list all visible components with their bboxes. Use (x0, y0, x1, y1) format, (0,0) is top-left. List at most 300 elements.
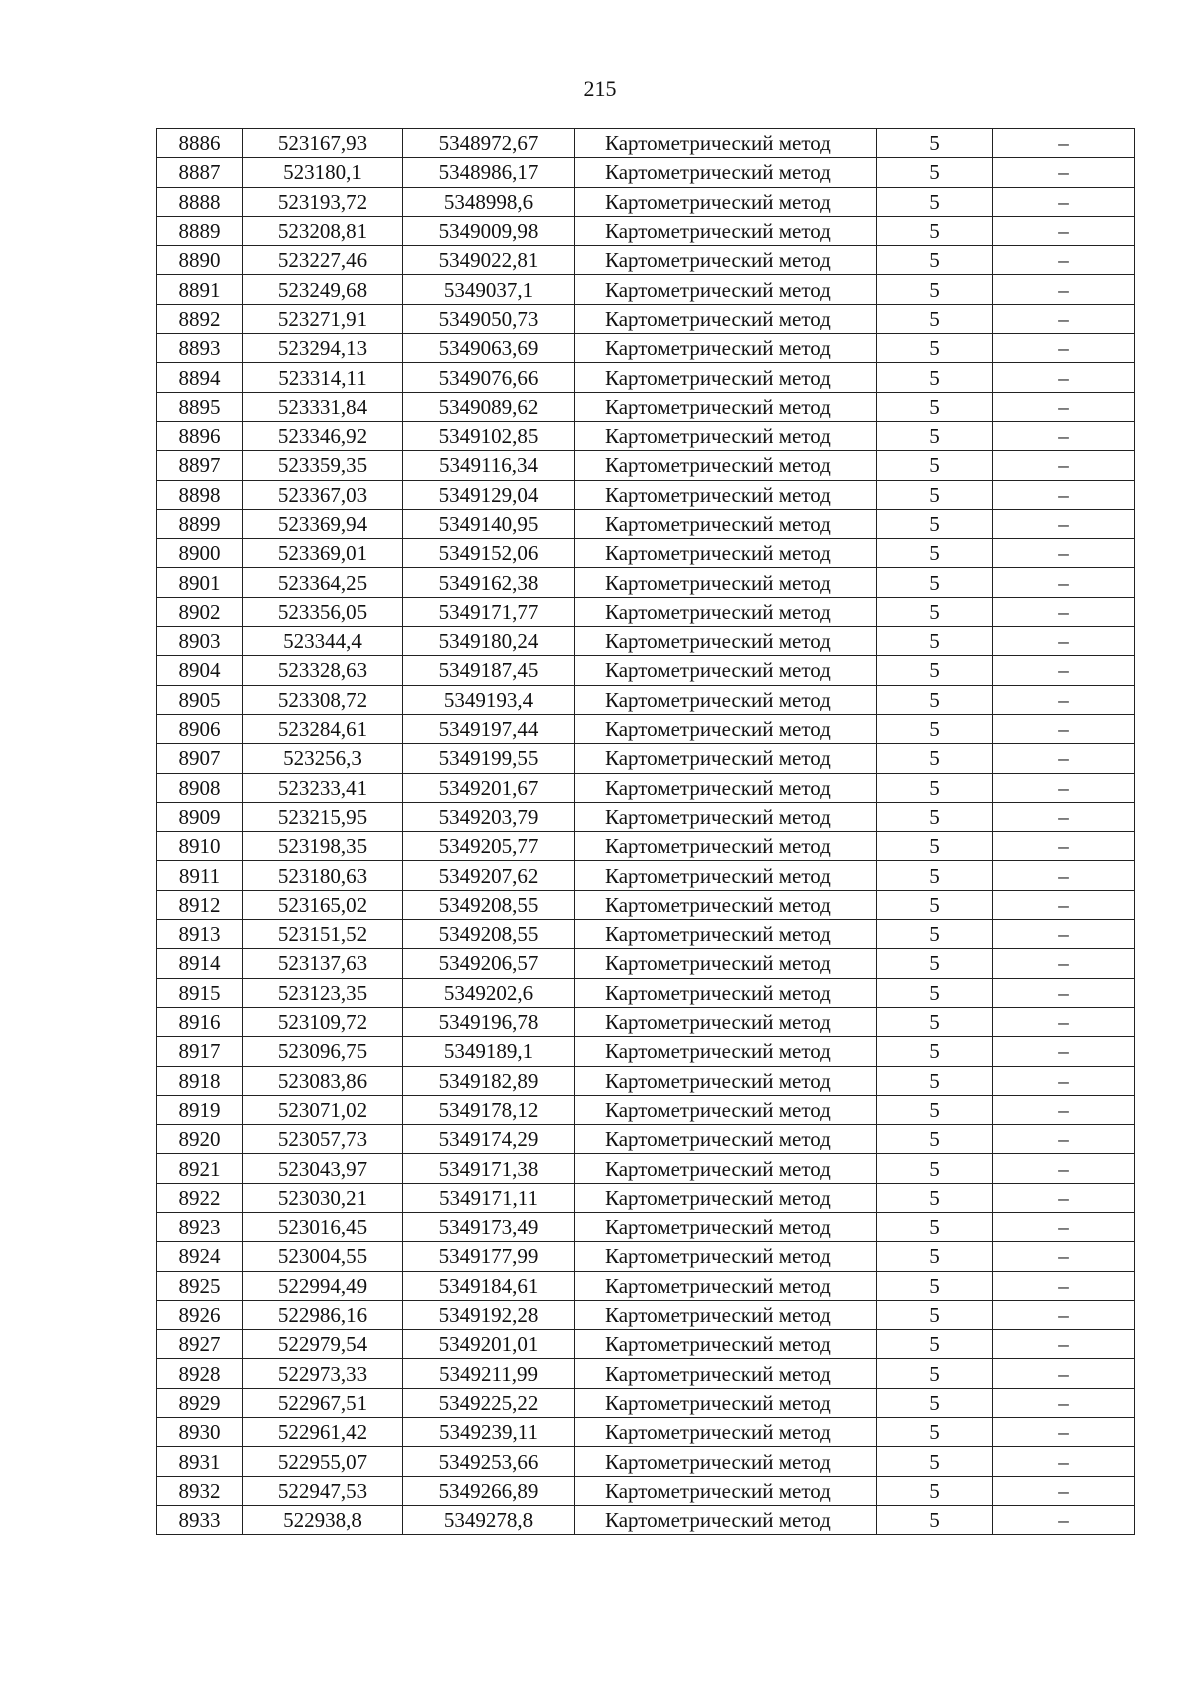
x-coordinate-cell: 523256,3 (243, 744, 403, 773)
accuracy-cell: 5 (877, 1476, 993, 1505)
x-coordinate-cell: 523367,03 (243, 480, 403, 509)
y-coordinate-cell: 5349022,81 (403, 246, 575, 275)
point-number-cell: 8901 (157, 568, 243, 597)
y-coordinate-cell: 5349050,73 (403, 304, 575, 333)
y-coordinate-cell: 5349207,62 (403, 861, 575, 890)
table-row (157, 773, 1135, 802)
y-coordinate-cell: 5349201,67 (403, 773, 575, 802)
y-coordinate-cell: 5349196,78 (403, 1007, 575, 1036)
x-coordinate-cell: 522947,53 (243, 1476, 403, 1505)
x-coordinate-cell: 523180,63 (243, 861, 403, 890)
note-cell: – (993, 1037, 1135, 1066)
table-row (157, 1476, 1135, 1505)
note-cell: – (993, 949, 1135, 978)
y-coordinate-cell: 5349129,04 (403, 480, 575, 509)
y-coordinate-cell: 5349203,79 (403, 802, 575, 831)
point-number-cell: 8897 (157, 451, 243, 480)
y-coordinate-cell: 5349173,49 (403, 1212, 575, 1241)
y-coordinate-cell: 5349182,89 (403, 1066, 575, 1095)
y-coordinate-cell: 5348986,17 (403, 158, 575, 187)
y-coordinate-cell: 5349211,99 (403, 1359, 575, 1388)
x-coordinate-cell: 522994,49 (243, 1271, 403, 1300)
x-coordinate-cell: 523344,4 (243, 627, 403, 656)
table-row (157, 216, 1135, 245)
y-coordinate-cell: 5349063,69 (403, 334, 575, 363)
x-coordinate-cell: 523083,86 (243, 1066, 403, 1095)
point-number-cell: 8900 (157, 539, 243, 568)
method-cell: Картометрический метод (575, 158, 877, 187)
y-coordinate-cell: 5349253,66 (403, 1447, 575, 1476)
accuracy-cell: 5 (877, 978, 993, 1007)
method-cell: Картометрический метод (575, 1037, 877, 1066)
method-cell: Картометрический метод (575, 627, 877, 656)
accuracy-cell: 5 (877, 334, 993, 363)
point-number-cell: 8893 (157, 334, 243, 363)
accuracy-cell: 5 (877, 890, 993, 919)
table-row (157, 480, 1135, 509)
accuracy-cell: 5 (877, 627, 993, 656)
point-number-cell: 8888 (157, 187, 243, 216)
table-row (157, 275, 1135, 304)
x-coordinate-cell: 522986,16 (243, 1300, 403, 1329)
y-coordinate-cell: 5349089,62 (403, 392, 575, 421)
method-cell: Картометрический метод (575, 949, 877, 978)
point-number-cell: 8890 (157, 246, 243, 275)
x-coordinate-cell: 523071,02 (243, 1095, 403, 1124)
accuracy-cell: 5 (877, 363, 993, 392)
point-number-cell: 8920 (157, 1125, 243, 1154)
note-cell: – (993, 744, 1135, 773)
note-cell: – (993, 246, 1135, 275)
table-row (157, 1037, 1135, 1066)
table-row (157, 1007, 1135, 1036)
point-number-cell: 8927 (157, 1330, 243, 1359)
y-coordinate-cell: 5349192,28 (403, 1300, 575, 1329)
method-cell: Картометрический метод (575, 1476, 877, 1505)
table-row (157, 1066, 1135, 1095)
accuracy-cell: 5 (877, 1505, 993, 1534)
point-number-cell: 8923 (157, 1212, 243, 1241)
y-coordinate-cell: 5349076,66 (403, 363, 575, 392)
accuracy-cell: 5 (877, 861, 993, 890)
point-number-cell: 8922 (157, 1183, 243, 1212)
note-cell: – (993, 1447, 1135, 1476)
y-coordinate-cell: 5349184,61 (403, 1271, 575, 1300)
table-row (157, 1154, 1135, 1183)
table-row (157, 656, 1135, 685)
y-coordinate-cell: 5349152,06 (403, 539, 575, 568)
accuracy-cell: 5 (877, 1330, 993, 1359)
method-cell: Картометрический метод (575, 1418, 877, 1447)
note-cell: – (993, 568, 1135, 597)
coordinates-table-body (157, 129, 1135, 1535)
y-coordinate-cell: 5348972,67 (403, 129, 575, 158)
note-cell: – (993, 978, 1135, 1007)
method-cell: Картометрический метод (575, 539, 877, 568)
x-coordinate-cell: 522961,42 (243, 1418, 403, 1447)
note-cell: – (993, 1007, 1135, 1036)
accuracy-cell: 5 (877, 773, 993, 802)
method-cell: Картометрический метод (575, 480, 877, 509)
point-number-cell: 8892 (157, 304, 243, 333)
method-cell: Картометрический метод (575, 1095, 877, 1124)
table-row (157, 304, 1135, 333)
accuracy-cell: 5 (877, 1271, 993, 1300)
method-cell: Картометрический метод (575, 832, 877, 861)
y-coordinate-cell: 5349009,98 (403, 216, 575, 245)
method-cell: Картометрический метод (575, 129, 877, 158)
table-row (157, 509, 1135, 538)
accuracy-cell: 5 (877, 451, 993, 480)
accuracy-cell: 5 (877, 1037, 993, 1066)
x-coordinate-cell: 523109,72 (243, 1007, 403, 1036)
table-row (157, 1359, 1135, 1388)
note-cell: – (993, 773, 1135, 802)
accuracy-cell: 5 (877, 1212, 993, 1241)
table-row (157, 949, 1135, 978)
y-coordinate-cell: 5349202,6 (403, 978, 575, 1007)
table-row (157, 539, 1135, 568)
table-row (157, 1212, 1135, 1241)
x-coordinate-cell: 523346,92 (243, 421, 403, 450)
method-cell: Картометрический метод (575, 1007, 877, 1036)
point-number-cell: 8908 (157, 773, 243, 802)
table-row (157, 1242, 1135, 1271)
note-cell: – (993, 656, 1135, 685)
point-number-cell: 8924 (157, 1242, 243, 1271)
accuracy-cell: 5 (877, 246, 993, 275)
table-row (157, 920, 1135, 949)
x-coordinate-cell: 523308,72 (243, 685, 403, 714)
accuracy-cell: 5 (877, 1359, 993, 1388)
point-number-cell: 8891 (157, 275, 243, 304)
note-cell: – (993, 480, 1135, 509)
x-coordinate-cell: 523016,45 (243, 1212, 403, 1241)
x-coordinate-cell: 523123,35 (243, 978, 403, 1007)
y-coordinate-cell: 5349197,44 (403, 714, 575, 743)
table-row (157, 685, 1135, 714)
table-row (157, 1388, 1135, 1417)
accuracy-cell: 5 (877, 275, 993, 304)
method-cell: Картометрический метод (575, 187, 877, 216)
x-coordinate-cell: 523369,01 (243, 539, 403, 568)
method-cell: Картометрический метод (575, 1330, 877, 1359)
note-cell: – (993, 304, 1135, 333)
x-coordinate-cell: 523208,81 (243, 216, 403, 245)
accuracy-cell: 5 (877, 568, 993, 597)
x-coordinate-cell: 523030,21 (243, 1183, 403, 1212)
note-cell: – (993, 363, 1135, 392)
point-number-cell: 8902 (157, 597, 243, 626)
x-coordinate-cell: 523331,84 (243, 392, 403, 421)
y-coordinate-cell: 5349116,34 (403, 451, 575, 480)
accuracy-cell: 5 (877, 802, 993, 831)
y-coordinate-cell: 5349140,95 (403, 509, 575, 538)
point-number-cell: 8894 (157, 363, 243, 392)
x-coordinate-cell: 523233,41 (243, 773, 403, 802)
table-row (157, 334, 1135, 363)
note-cell: – (993, 685, 1135, 714)
note-cell: – (993, 216, 1135, 245)
note-cell: – (993, 1300, 1135, 1329)
point-number-cell: 8911 (157, 861, 243, 890)
x-coordinate-cell: 523043,97 (243, 1154, 403, 1183)
x-coordinate-cell: 523249,68 (243, 275, 403, 304)
note-cell: – (993, 1505, 1135, 1534)
point-number-cell: 8907 (157, 744, 243, 773)
y-coordinate-cell: 5349187,45 (403, 656, 575, 685)
y-coordinate-cell: 5349037,1 (403, 275, 575, 304)
method-cell: Картометрический метод (575, 714, 877, 743)
point-number-cell: 8904 (157, 656, 243, 685)
accuracy-cell: 5 (877, 158, 993, 187)
note-cell: – (993, 861, 1135, 890)
x-coordinate-cell: 523314,11 (243, 363, 403, 392)
point-number-cell: 8886 (157, 129, 243, 158)
method-cell: Картометрический метод (575, 685, 877, 714)
table-row (157, 246, 1135, 275)
table-row (157, 714, 1135, 743)
note-cell: – (993, 1359, 1135, 1388)
point-number-cell: 8928 (157, 1359, 243, 1388)
point-number-cell: 8895 (157, 392, 243, 421)
method-cell: Картометрический метод (575, 1271, 877, 1300)
y-coordinate-cell: 5349193,4 (403, 685, 575, 714)
method-cell: Картометрический метод (575, 656, 877, 685)
accuracy-cell: 5 (877, 920, 993, 949)
y-coordinate-cell: 5349189,1 (403, 1037, 575, 1066)
x-coordinate-cell: 523284,61 (243, 714, 403, 743)
y-coordinate-cell: 5349225,22 (403, 1388, 575, 1417)
x-coordinate-cell: 523004,55 (243, 1242, 403, 1271)
x-coordinate-cell: 522973,33 (243, 1359, 403, 1388)
method-cell: Картометрический метод (575, 275, 877, 304)
accuracy-cell: 5 (877, 1242, 993, 1271)
point-number-cell: 8917 (157, 1037, 243, 1066)
note-cell: – (993, 1212, 1135, 1241)
table-row (157, 1447, 1135, 1476)
table-row (157, 363, 1135, 392)
note-cell: – (993, 1271, 1135, 1300)
note-cell: – (993, 1154, 1135, 1183)
accuracy-cell: 5 (877, 1300, 993, 1329)
accuracy-cell: 5 (877, 1154, 993, 1183)
point-number-cell: 8915 (157, 978, 243, 1007)
table-row (157, 1125, 1135, 1154)
accuracy-cell: 5 (877, 1095, 993, 1124)
method-cell: Картометрический метод (575, 597, 877, 626)
method-cell: Картометрический метод (575, 1359, 877, 1388)
x-coordinate-cell: 523271,91 (243, 304, 403, 333)
accuracy-cell: 5 (877, 1418, 993, 1447)
page-number: 215 (583, 76, 617, 101)
x-coordinate-cell: 522938,8 (243, 1505, 403, 1534)
method-cell: Картометрический метод (575, 861, 877, 890)
point-number-cell: 8896 (157, 421, 243, 450)
x-coordinate-cell: 523167,93 (243, 129, 403, 158)
accuracy-cell: 5 (877, 656, 993, 685)
y-coordinate-cell: 5349266,89 (403, 1476, 575, 1505)
note-cell: – (993, 832, 1135, 861)
accuracy-cell: 5 (877, 539, 993, 568)
method-cell: Картометрический метод (575, 1183, 877, 1212)
table-row (157, 890, 1135, 919)
y-coordinate-cell: 5349171,11 (403, 1183, 575, 1212)
note-cell: – (993, 275, 1135, 304)
table-row (157, 597, 1135, 626)
point-number-cell: 8912 (157, 890, 243, 919)
point-number-cell: 8909 (157, 802, 243, 831)
method-cell: Картометрический метод (575, 1242, 877, 1271)
method-cell: Картометрический метод (575, 246, 877, 275)
accuracy-cell: 5 (877, 1183, 993, 1212)
method-cell: Картометрический метод (575, 1125, 877, 1154)
accuracy-cell: 5 (877, 685, 993, 714)
accuracy-cell: 5 (877, 216, 993, 245)
table-row (157, 1330, 1135, 1359)
point-number-cell: 8918 (157, 1066, 243, 1095)
table-row (157, 627, 1135, 656)
y-coordinate-cell: 5349205,77 (403, 832, 575, 861)
y-coordinate-cell: 5349162,38 (403, 568, 575, 597)
x-coordinate-cell: 523198,35 (243, 832, 403, 861)
x-coordinate-cell: 522967,51 (243, 1388, 403, 1417)
accuracy-cell: 5 (877, 714, 993, 743)
y-coordinate-cell: 5349102,85 (403, 421, 575, 450)
point-number-cell: 8889 (157, 216, 243, 245)
method-cell: Картометрический метод (575, 1388, 877, 1417)
note-cell: – (993, 1242, 1135, 1271)
table-row (157, 1418, 1135, 1447)
x-coordinate-cell: 523057,73 (243, 1125, 403, 1154)
table-row (157, 421, 1135, 450)
y-coordinate-cell: 5349180,24 (403, 627, 575, 656)
x-coordinate-cell: 523294,13 (243, 334, 403, 363)
method-cell: Картометрический метод (575, 568, 877, 597)
y-coordinate-cell: 5349178,12 (403, 1095, 575, 1124)
table-row (157, 1271, 1135, 1300)
method-cell: Картометрический метод (575, 920, 877, 949)
note-cell: – (993, 597, 1135, 626)
method-cell: Картометрический метод (575, 216, 877, 245)
table-row (157, 568, 1135, 597)
note-cell: – (993, 421, 1135, 450)
accuracy-cell: 5 (877, 129, 993, 158)
method-cell: Картометрический метод (575, 304, 877, 333)
table-row (157, 1505, 1135, 1534)
note-cell: – (993, 920, 1135, 949)
point-number-cell: 8898 (157, 480, 243, 509)
y-coordinate-cell: 5349278,8 (403, 1505, 575, 1534)
point-number-cell: 8903 (157, 627, 243, 656)
x-coordinate-cell: 522955,07 (243, 1447, 403, 1476)
note-cell: – (993, 334, 1135, 363)
table-row (157, 187, 1135, 216)
x-coordinate-cell: 523359,35 (243, 451, 403, 480)
point-number-cell: 8914 (157, 949, 243, 978)
note-cell: – (993, 1388, 1135, 1417)
table-row (157, 744, 1135, 773)
method-cell: Картометрический метод (575, 1505, 877, 1534)
y-coordinate-cell: 5349199,55 (403, 744, 575, 773)
method-cell: Картометрический метод (575, 1066, 877, 1095)
table-row (157, 1095, 1135, 1124)
accuracy-cell: 5 (877, 949, 993, 978)
method-cell: Картометрический метод (575, 1300, 877, 1329)
accuracy-cell: 5 (877, 1447, 993, 1476)
x-coordinate-cell: 523151,52 (243, 920, 403, 949)
point-number-cell: 8910 (157, 832, 243, 861)
point-number-cell: 8899 (157, 509, 243, 538)
point-number-cell: 8913 (157, 920, 243, 949)
point-number-cell: 8887 (157, 158, 243, 187)
method-cell: Картометрический метод (575, 509, 877, 538)
note-cell: – (993, 1125, 1135, 1154)
point-number-cell: 8926 (157, 1300, 243, 1329)
table-row (157, 1300, 1135, 1329)
point-number-cell: 8921 (157, 1154, 243, 1183)
method-cell: Картометрический метод (575, 744, 877, 773)
method-cell: Картометрический метод (575, 421, 877, 450)
method-cell: Картометрический метод (575, 978, 877, 1007)
y-coordinate-cell: 5349208,55 (403, 920, 575, 949)
accuracy-cell: 5 (877, 832, 993, 861)
note-cell: – (993, 802, 1135, 831)
x-coordinate-cell: 523180,1 (243, 158, 403, 187)
method-cell: Картометрический метод (575, 1154, 877, 1183)
y-coordinate-cell: 5349206,57 (403, 949, 575, 978)
point-number-cell: 8933 (157, 1505, 243, 1534)
point-number-cell: 8906 (157, 714, 243, 743)
method-cell: Картометрический метод (575, 1447, 877, 1476)
note-cell: – (993, 392, 1135, 421)
x-coordinate-cell: 523215,95 (243, 802, 403, 831)
table-row (157, 392, 1135, 421)
method-cell: Картометрический метод (575, 392, 877, 421)
table-row (157, 832, 1135, 861)
method-cell: Картометрический метод (575, 802, 877, 831)
y-coordinate-cell: 5349174,29 (403, 1125, 575, 1154)
point-number-cell: 8931 (157, 1447, 243, 1476)
table-row (157, 861, 1135, 890)
point-number-cell: 8925 (157, 1271, 243, 1300)
accuracy-cell: 5 (877, 392, 993, 421)
x-coordinate-cell: 523364,25 (243, 568, 403, 597)
method-cell: Картометрический метод (575, 363, 877, 392)
note-cell: – (993, 1418, 1135, 1447)
note-cell: – (993, 1330, 1135, 1359)
note-cell: – (993, 509, 1135, 538)
y-coordinate-cell: 5349208,55 (403, 890, 575, 919)
x-coordinate-cell: 523137,63 (243, 949, 403, 978)
accuracy-cell: 5 (877, 1007, 993, 1036)
note-cell: – (993, 714, 1135, 743)
x-coordinate-cell: 523356,05 (243, 597, 403, 626)
accuracy-cell: 5 (877, 597, 993, 626)
table-row (157, 978, 1135, 1007)
x-coordinate-cell: 523328,63 (243, 656, 403, 685)
accuracy-cell: 5 (877, 1125, 993, 1154)
x-coordinate-cell: 522979,54 (243, 1330, 403, 1359)
table-row (157, 1183, 1135, 1212)
method-cell: Картометрический метод (575, 1212, 877, 1241)
note-cell: – (993, 1183, 1135, 1212)
y-coordinate-cell: 5349171,77 (403, 597, 575, 626)
note-cell: – (993, 451, 1135, 480)
accuracy-cell: 5 (877, 421, 993, 450)
table-row (157, 802, 1135, 831)
y-coordinate-cell: 5349239,11 (403, 1418, 575, 1447)
